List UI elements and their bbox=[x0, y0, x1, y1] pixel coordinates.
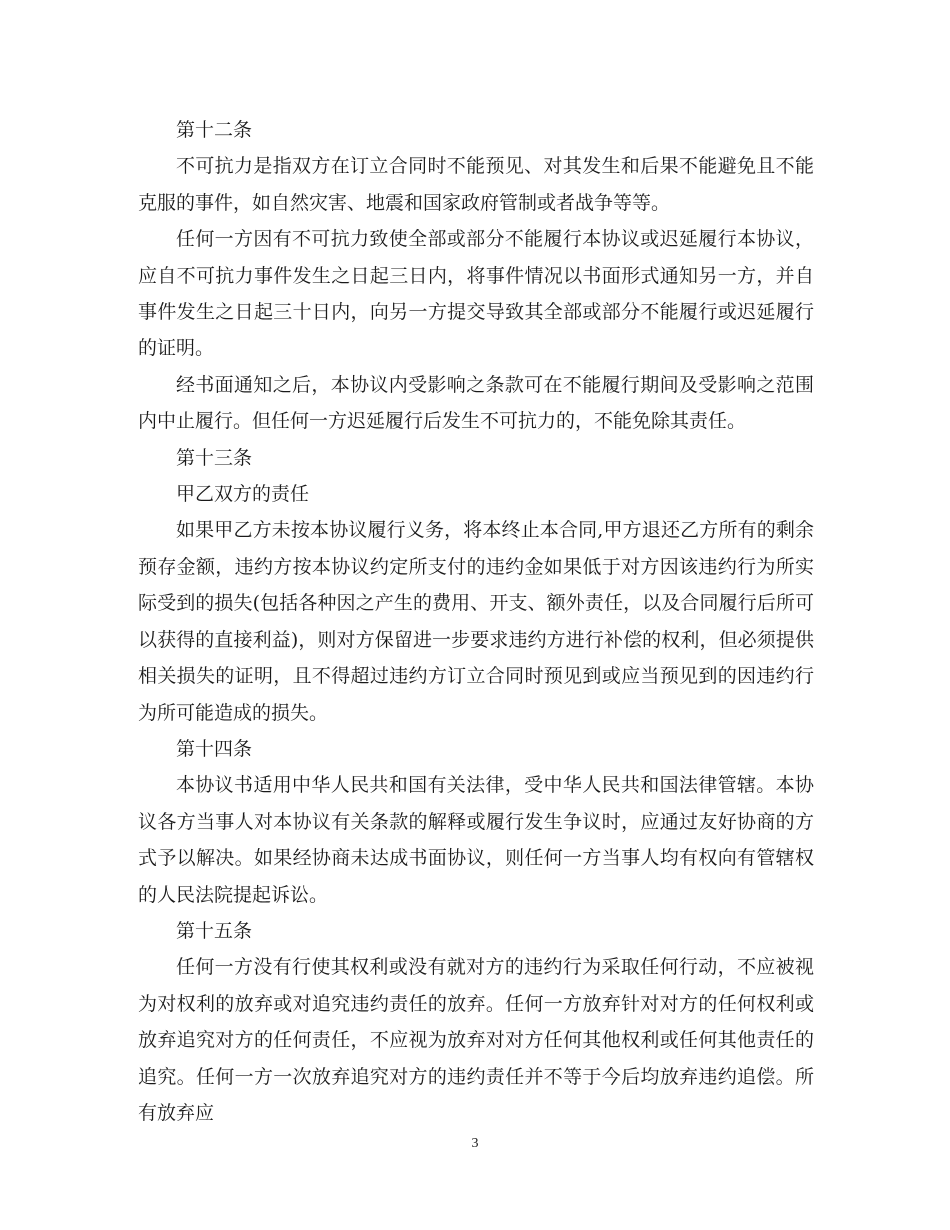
document-body bbox=[138, 112, 814, 1131]
breach-liability-paragraph: 如果甲乙方未按本协议履行义务，将本终止本合同,甲方退还乙方所有的剩余预存金额，违约方按本协议约定所支付的违约金如果低于对方因该违约行为所实际受到的损失(包括各种因之产生的费用、开支、额外责任，以及合同履行后所可以获得的直接利益)，则对方保留进一步要求违约方进行补偿的权利，但必须提供相关损失的证明，且不得超过违约方订立合同时预见到或应当预见到的因违约行为所可能造成的损失。 bbox=[138, 519, 814, 724]
waiver-paragraph: 任何一方没有行使其权利或没有就对方的违约行为采取任何行动，不应被视为对权利的放弃或对追究违约责任的放弃。任何一方放弃针对对方的任何权利或放弃追究对方的任何责任，不应视为放弃对对方任何其他权利或任何其他责任的追究。任何一方一次放弃追究对方的违约责任并不等于今后均放弃违约追偿。所有放弃应 bbox=[138, 956, 814, 1124]
page-number: 3 bbox=[471, 1136, 479, 1151]
force-majeure-suspension: 经书面通知之后，本协议内受影响之条款可在不能履行期间及受影响之范围内中止履行。但任何一方迟延履行后发生不可抗力的，不能免除其责任。 bbox=[138, 373, 814, 433]
article-12-heading: 第十二条 bbox=[176, 119, 253, 141]
governing-law-paragraph: 本协议书适用中华人民共和国有关法律，受中华人民共和国法律管辖。本协议各方当事人对本协议有关条款的解释或履行发生争议时，应通过友好协商的方式予以解决。如果经协商未达成书面协议，则任何一方当事人均有权向有管辖权的人民法院提起诉讼。 bbox=[138, 774, 814, 906]
article-13-heading: 第十三条 bbox=[176, 446, 253, 469]
responsibility-subheading: 甲乙双方的责任 bbox=[176, 483, 310, 506]
force-majeure-notice: 任何一方因有不可抗力致使全部或部分不能履行本协议或迟延履行本协议，应自不可抗力事件发生之日起三日内，将事件情况以书面形式通知另一方，并自事件发生之日起三十日内，向另一方提交导致其全部或部分不能履行或迟延履行的证明。 bbox=[138, 228, 814, 360]
article-15-heading: 第十五条 bbox=[176, 919, 253, 942]
article-14-heading: 第十四条 bbox=[176, 737, 253, 760]
force-majeure-definition: 不可抗力是指双方在订立合同时不能预见、对其发生和后果不能避免且不能克服的事件，如自然灾害、地震和国家政府管制或者战争等等。 bbox=[138, 155, 814, 214]
